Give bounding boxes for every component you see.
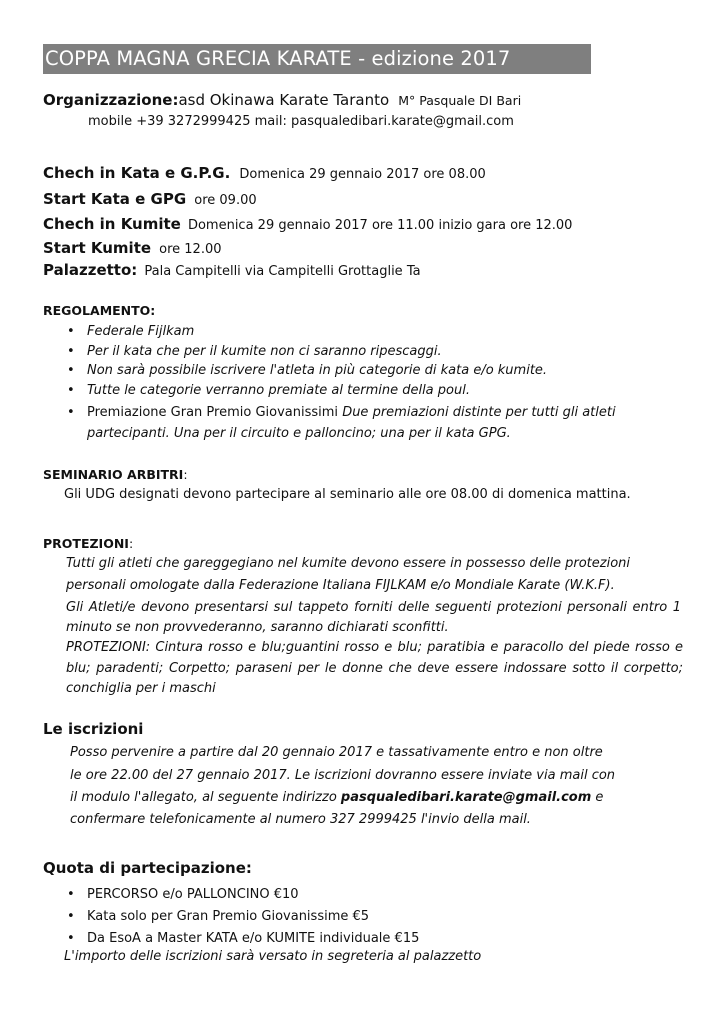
organization-line bbox=[43, 90, 521, 109]
schedule-text: ore 09.00 bbox=[194, 193, 257, 208]
regolamento-heading: REGOLAMENTO: bbox=[43, 303, 156, 318]
list-item: • Tutte le categorie verranno premiate al termine della poul. bbox=[63, 381, 547, 401]
schedule-label: Start Kumite bbox=[43, 239, 152, 257]
protezioni-heading-line: PROTEZIONI: bbox=[43, 536, 134, 551]
regolamento-list bbox=[63, 322, 547, 400]
premiazione-text: Due premiazioni distinte per tutti gli atleti bbox=[342, 405, 616, 420]
schedule-text: ore 12.00 bbox=[159, 242, 222, 257]
organization-name: asd Okinawa Karate Taranto bbox=[178, 91, 390, 109]
schedule-text: Domenica 29 gennaio 2017 ore 08.00 bbox=[239, 167, 486, 182]
iscrizioni-heading: Le iscrizioni bbox=[43, 720, 144, 738]
bullet-icon: • bbox=[67, 931, 75, 946]
list-item: • PERCORSO e/o PALLONCINO €10 bbox=[63, 884, 419, 906]
quota-heading: Quota di partecipazione: bbox=[43, 859, 252, 877]
quota-list bbox=[63, 884, 419, 950]
schedule-label: Palazzetto: bbox=[43, 261, 138, 279]
bullet-icon: • bbox=[67, 324, 75, 339]
iscrizioni-line-4: confermare telefonicamente al numero 327 2999425 l'invio della mail. bbox=[70, 812, 531, 827]
schedule-start-kata bbox=[43, 189, 257, 208]
bullet-icon: • bbox=[67, 405, 75, 420]
bullet-icon: • bbox=[67, 363, 75, 378]
list-item: • Da EsoA a Master KATA e/o KUMITE individuale €15 bbox=[63, 928, 419, 950]
quota-footer: L'importo delle iscrizioni sarà versato in segreteria al palazzetto bbox=[64, 949, 482, 964]
list-item: • Per il kata che per il kumite non ci saranno ripescaggi. bbox=[63, 342, 547, 362]
list-item: • Non sarà possibile iscrivere l'atleta in più categorie di kata e/o kumite. bbox=[63, 361, 547, 381]
premiazione-text-2: partecipanti. Una per il circuito e palloncino; una per il kata GPG. bbox=[87, 426, 511, 441]
iscrizioni-line-1: Posso pervenire a partire dal 20 gennaio 2017 e tassativamente entro e non oltre bbox=[70, 745, 603, 760]
organization-label: Organizzazione: bbox=[43, 91, 179, 109]
list-item: • Kata solo per Gran Premio Giovanissime €5 bbox=[63, 906, 419, 928]
protezioni-line-1: Tutti gli atleti che gareggegiano nel kumite devono essere in possesso delle protezioni bbox=[66, 556, 631, 571]
organization-master: M° Pasquale DI Bari bbox=[398, 93, 522, 108]
protezioni-para-2: Gli Atleti/e devono presentarsi sul tappeto forniti delle seguenti protezioni personali entro 1 minuto se non provvederanno, saranno dichiarati sconfitti. bbox=[66, 600, 681, 635]
organization-contacts: mobile +39 3272999425 mail: pasqualedibari.karate@gmail.com bbox=[88, 114, 514, 129]
schedule-checkin-kumite bbox=[43, 214, 572, 233]
seminario-heading-line: SEMINARIO ARBITRI: bbox=[43, 467, 188, 482]
bullet-icon: • bbox=[67, 382, 75, 398]
iscrizioni-line-3: il modulo l'allegato, al seguente indirizzo pasqualedibari.karate@gmail.com e bbox=[70, 790, 604, 805]
protezioni-heading: PROTEZIONI bbox=[43, 536, 129, 551]
iscrizioni-line-2: le ore 22.00 del 27 gennaio 2017. Le iscrizioni dovranno essere inviate via mail con bbox=[70, 768, 616, 783]
email-link[interactable]: pasqualedibari.karate@gmail.com bbox=[340, 790, 592, 805]
schedule-palazzetto bbox=[43, 260, 421, 279]
schedule-text: Domenica 29 gennaio 2017 ore 11.00 inizio gara ore 12.00 bbox=[187, 218, 573, 233]
premiazione-item bbox=[63, 402, 616, 444]
schedule-start-kumite bbox=[43, 238, 222, 257]
protezioni-line-2: personali omologate dalla Federazione Italiana FIJLKAM e/o Mondiale Karate (W.K.F). bbox=[66, 578, 615, 593]
schedule-label: Start Kata e GPG bbox=[43, 190, 187, 208]
bullet-icon: • bbox=[67, 909, 75, 924]
page-title: COPPA MAGNA GRECIA KARATE - edizione 2017 bbox=[43, 44, 591, 74]
premiazione-label: Premiazione Gran Premio Giovanissimi bbox=[87, 405, 339, 420]
bullet-icon: • bbox=[67, 343, 75, 359]
schedule-label: Chech in Kumite bbox=[43, 215, 181, 233]
list-item: • Federale Fijlkam bbox=[63, 322, 547, 342]
protezioni-para-3: PROTEZIONI: Cintura rosso e blu;guantini rosso e blu; paratibia e paracollo del piede rosso e blu; paradenti; Corpetto; paraseni per le donne che deve essere indossare sotto il corpetto; conchiglia per i maschi bbox=[66, 640, 683, 696]
seminario-heading: SEMINARIO ARBITRI bbox=[43, 467, 184, 482]
seminario-text: Gli UDG designati devono partecipare al seminario alle ore 08.00 di domenica mattina. bbox=[64, 487, 631, 502]
schedule-label: Chech in Kata e G.P.G. bbox=[43, 164, 231, 182]
bullet-icon: • bbox=[67, 887, 75, 902]
schedule-checkin-kata bbox=[43, 163, 486, 182]
schedule-text: Pala Campitelli via Campitelli Grottaglie Ta bbox=[144, 264, 421, 279]
